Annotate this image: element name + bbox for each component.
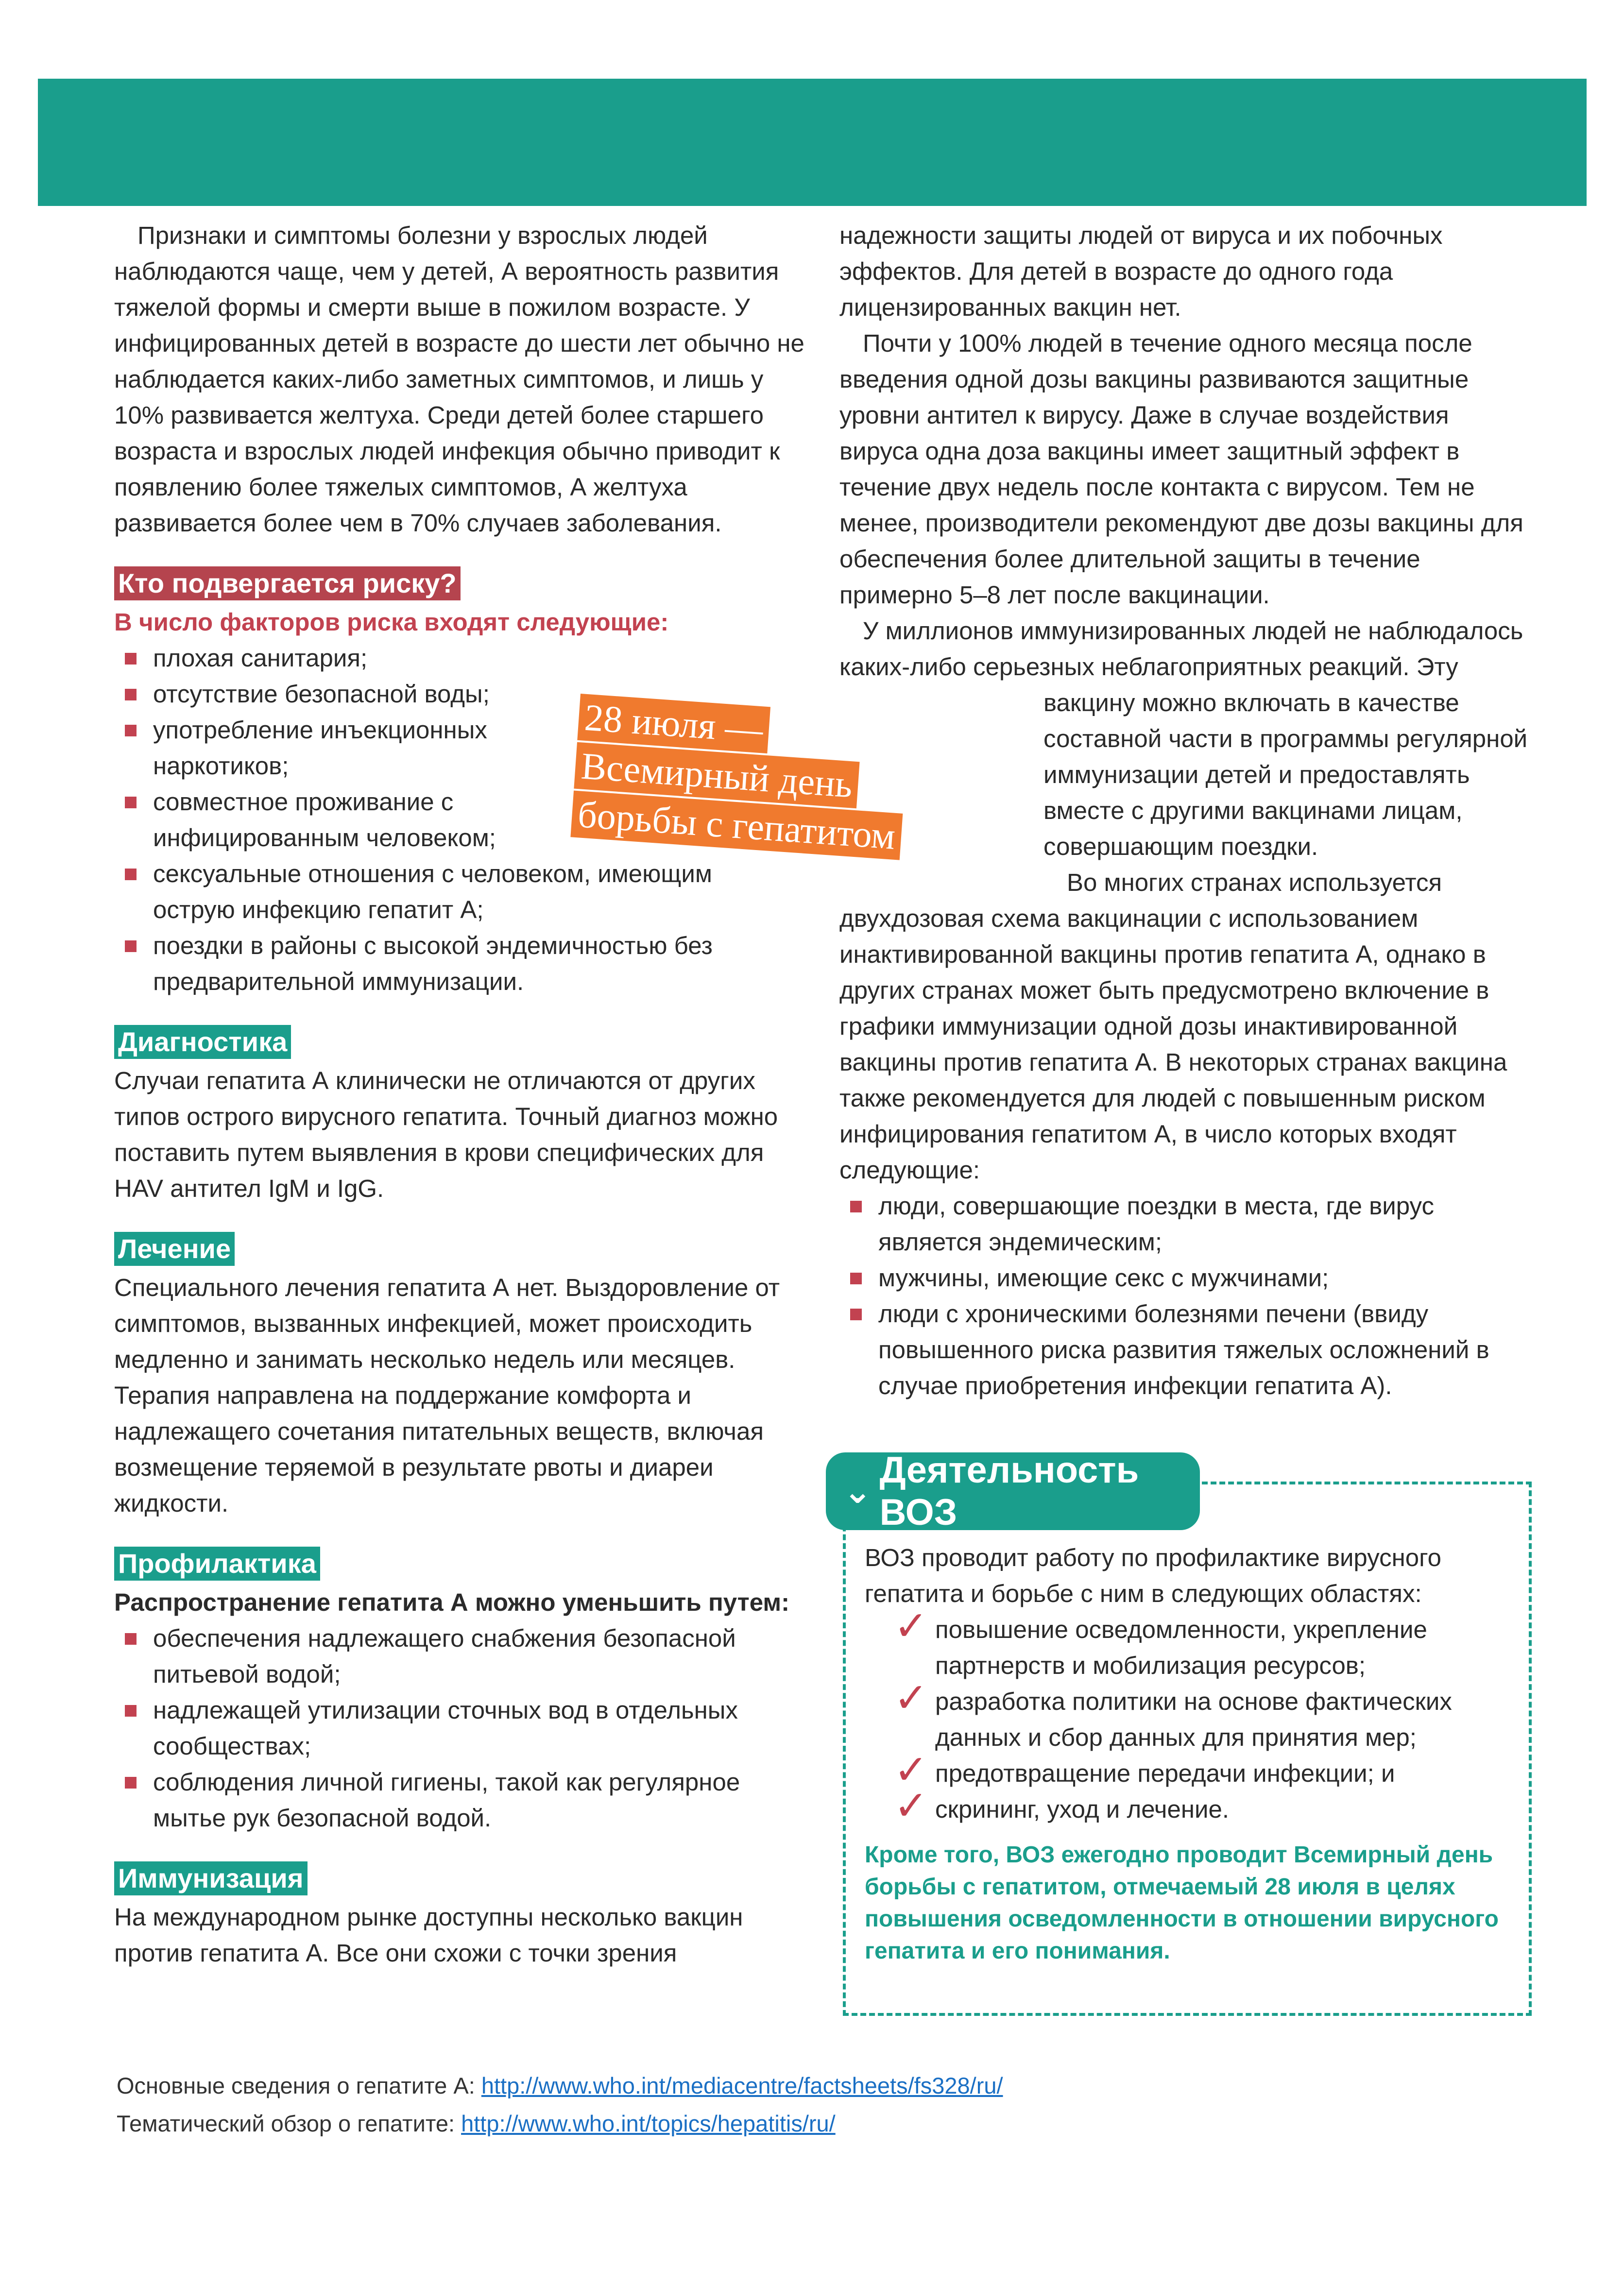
schedule-paragraph-cont: двухдозовая схема вакцинации с использованием инактивированной вакцины против гепатита А, однако в других странах может быть предусмотрено включение в графики иммунизации одной дозы инактивированной вакцины против гепатита А. В некоторых странах вакцина также рекомендуется для людей с повышенным риском инфицирования гепатитом А, в число которых входят следующие: xyxy=(839,904,1507,1184)
list-item: ✓ скрининг, уход и лечение. xyxy=(865,1791,1516,1827)
who-activity-list xyxy=(865,1612,1516,1827)
topics-link[interactable]: http://www.who.int/topics/hepatitis/ru/ xyxy=(461,2111,836,2136)
efficacy-paragraph: Почти у 100% людей в течение одного месяца после введения одной дозы вакцины развиваются защитные уровни антител к вирусу. Даже в случае воздействия вируса одна доза вакцины имеет защитный эффект в течение двух недель после контакта с вирусом. Тем не менее, производители рекомендуют две дозы вакцины для обеспечения более длительной защиты в течение примерно 5–8 лет после вакцинации. xyxy=(839,329,1523,609)
list-item: люди, совершающие поездки в места, где вирус является эндемическим; xyxy=(839,1188,1534,1260)
who-activity-title xyxy=(826,1449,1200,1533)
high-risk-list xyxy=(839,1188,1534,1404)
diagnostics-paragraph: Случаи гепатита А клинически не отличаются от других типов острого вирусного гепатита. Точный диагноз можно поставить путем выявления в крови специфических для HAV антител IgM и IgG. xyxy=(114,1067,778,1202)
prevention-heading: Профилактика xyxy=(114,1547,320,1581)
list-item: отсутствие безопасной воды; xyxy=(114,676,551,712)
prevention-list xyxy=(114,1620,809,1836)
stamp-line: борьбы с гепатитом xyxy=(570,791,903,860)
list-item: употребление инъекционных наркотиков; xyxy=(114,712,551,784)
footer-label: Тематический обзор о гепатите: xyxy=(117,2111,462,2136)
footer-links xyxy=(117,2067,1003,2143)
list-item: соблюдения личной гигиены, такой как регулярное мытье рук безопасной водой. xyxy=(114,1764,809,1836)
footer-line xyxy=(117,2067,1003,2105)
immunization-paragraph: На международном рынке доступны несколько вакцин против гепатита А. Все они схожи с точки зрения xyxy=(114,1903,743,1967)
safety-paragraph-cont: вакцину можно включать в качестве составной части в программы регулярной иммунизации детей и предоставлять вместе с другими вакцинами лицам, совершающим поездки. xyxy=(1043,689,1528,860)
list-item: надлежащей утилизации сточных вод в отдельных сообществах; xyxy=(114,1692,809,1764)
who-note: Кроме того, ВОЗ ежегодно проводит Всемирный день борьбы с гепатитом, отмечаемый 28 июля в целях повышения осведомленности в отношении вирусного гепатита и его понимания. xyxy=(865,1842,1499,1964)
stamp-line: Всемирный день xyxy=(574,742,860,808)
right-column xyxy=(839,218,1534,1404)
who-activity-content xyxy=(865,1540,1516,1967)
list-item: ✓ повышение осведомленности, укрепление партнерств и мобилизация ресурсов; xyxy=(865,1612,1516,1684)
schedule-paragraph: Во многих странах используется xyxy=(1067,869,1442,896)
who-title-text: Деятельность ВОЗ xyxy=(879,1449,1139,1533)
list-item: поездки в районы с высокой эндемичностью без предварительной иммунизации. xyxy=(114,928,785,1000)
list-item: плохая санитария; xyxy=(114,640,551,676)
header-band xyxy=(38,79,1587,206)
list-item: люди с хроническими болезнями печени (ввиду повышенного риска развития тяжелых осложнений в случае приобретения инфекции гепатита А). xyxy=(839,1296,1534,1404)
intro-paragraph: Признаки и симптомы болезни у взрослых людей наблюдаются чаще, чем у детей, А вероятность развития тяжелой формы и смерти выше в пожилом возрасте. У инфицированных детей в возрасте до шести лет обычно не наблюдается каких-либо заметных симптомов, и лишь у 10% развивается желтуха. Среди детей более старшего возраста и взрослых людей инфекция обычно приводит к появлению более тяжелых симптомов, А желтуха развивается более чем в 70% случаев заболевания. xyxy=(114,222,804,537)
diagnostics-heading: Диагностика xyxy=(114,1025,291,1059)
treatment-paragraph: Специального лечения гепатита А нет. Выздоровление от симптомов, вызванных инфекцией, может происходить медленно и занимать несколько недель или месяцев. Терапия направлена на поддержание комфорта и надлежащего сочетания питательных веществ, включая возмещение теряемой в результате рвоты и диареи жидкости. xyxy=(114,1274,780,1517)
prevention-subheading: Распространение гепатита А можно уменьшить путем: xyxy=(114,1588,790,1616)
left-column xyxy=(114,218,809,1971)
risk-subheading: В число факторов риска входят следующие: xyxy=(114,608,669,636)
chevron-down-icon: ⌄ xyxy=(843,1472,872,1510)
who-intro: ВОЗ проводит работу по профилактике вирусного гепатита и борьбе с ним в следующих областях: xyxy=(865,1544,1442,1607)
safety-paragraph: У миллионов иммунизированных людей не наблюдалось каких-либо серьезных неблагоприятных реакций. Эту xyxy=(839,617,1523,681)
treatment-heading: Лечение xyxy=(114,1232,235,1266)
list-item: сексуальные отношения с человеком, имеющим острую инфекцию гепатит А; xyxy=(114,856,785,928)
list-item: совместное проживание с инфицированным человеком; xyxy=(114,784,551,856)
footer-line xyxy=(117,2105,1003,2143)
footer-label: Основные сведения о гепатите А: xyxy=(117,2073,481,2098)
list-item: ✓ предотвращение передачи инфекции; и xyxy=(865,1756,1516,1791)
immunization-heading: Иммунизация xyxy=(114,1861,308,1895)
vaccine-paragraph: надежности защиты людей от вируса и их побочных эффектов. Для детей в возрасте до одного года лицензированных вакцин нет. xyxy=(839,222,1443,321)
list-item: обеспечения надлежащего снабжения безопасной питьевой водой; xyxy=(114,1620,809,1692)
stamp-line: 28 июля — xyxy=(577,694,770,753)
factsheet-link[interactable]: http://www.who.int/mediacentre/factsheets/fs328/ru/ xyxy=(481,2073,1003,2098)
risk-heading: Кто подвергается риску? xyxy=(114,566,461,600)
list-item: ✓ разработка политики на основе фактических данных и сбор данных для принятия мер; xyxy=(865,1684,1516,1756)
list-item: мужчины, имеющие секс с мужчинами; xyxy=(839,1260,1534,1296)
